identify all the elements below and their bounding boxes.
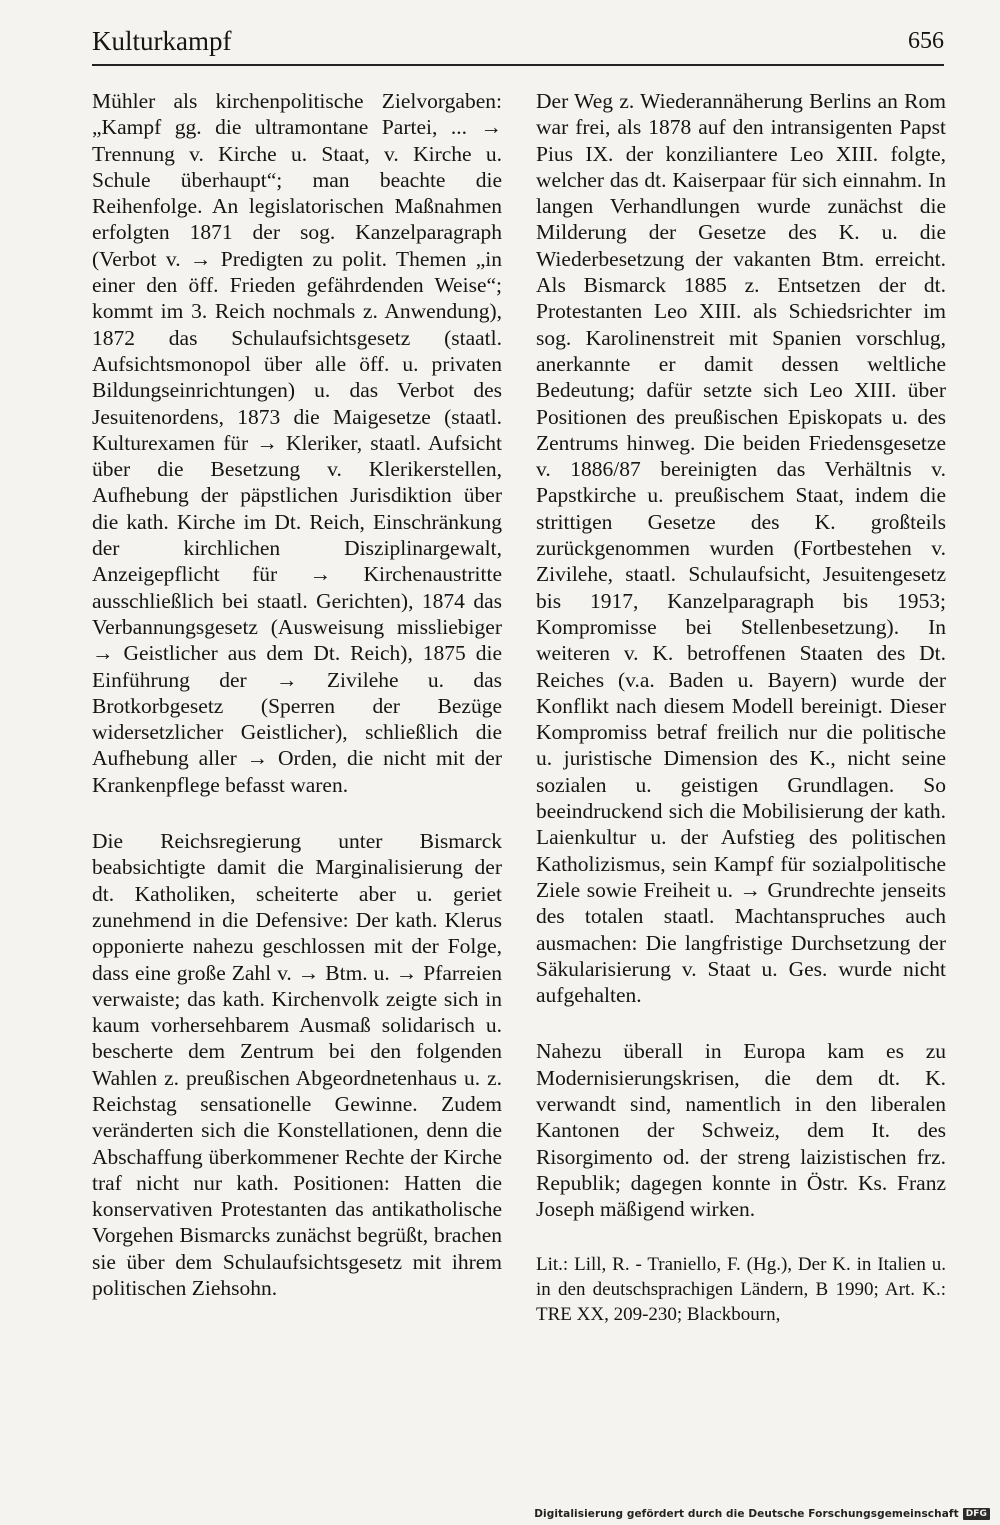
running-head-title: Kulturkampf: [92, 26, 232, 56]
right-column: [536, 88, 946, 1327]
paragraph-measures: Mühler als kirchenpolitische Zielvorgaben: „Kampf gg. die ultramontane Partei, ... → Trennung v. Kirche u. Staat, v. Kirche u. Schule überhaupt“; man beachte die Reihenfolge. An legislatorischen Maßnahmen erfolgten 1871 der sog. Kanzelparagraph (Verbot v. → Predigten zu polit. Themen „in einer den öff. Frieden gefährdenden Weise“; kommt im 3. Reich nochmals z. Anwendung), 1872 das Schulaufsichtsgesetz (staatl. Aufsichtsmonopol über alle öff. u. privaten Bildungseinrichtungen) u. das Verbot des Jesuitenordens, 1873 die Maigesetze (staatl. Kulturexamen für → Kleriker, staatl. Aufsicht über die Besetzung v. Klerikerstellen, Aufhebung der päpstlichen Jurisdiktion über die kath. Kirche im Dt. Reich, Einschränkung der kirchlichen Disziplinargewalt, Anzeigepflicht für → Kirchenaustritte ausschließlich bei staatl. Gerichten), 1874 das Verbannungsgesetz (Ausweisung missliebiger → Geistlicher aus dem Dt. Reich), 1875 die Einführung der → Zivilehe u. das Brotkorbgesetz (Sperren der Bezüge widersetzlicher Geistlicher), schließlich die Aufhebung aller → Orden, die nicht mit der Krankenpflege befasst waren.: [92, 89, 502, 797]
header-rule: [92, 64, 944, 66]
paragraph-consequences: Die Reichsregierung unter Bismarck beabsichtigte damit die Marginalisierung der dt. Katholiken, scheiterte aber u. geriet zunehmend in die Defensive: Der kath. Klerus opponierte nahezu geschlossen mit der Folge, dass eine große Zahl v. → Btm. u. → Pfarreien verwaiste; das kath. Kirchenvolk zeigte sich in kaum vorhersehbarem Ausmaß solidarisch u. bescherte dem Zentrum bei den folgenden Wahlen z. preußischen Abgeordnetenhaus u. z. Reichstag sensationelle Gewinne. Zudem veränderten sich die Konstellationen, denn die Abschaffung überkommener Rechte der Kirche traf nicht nur kath. Positionen: Hatten die konservativen Protestanten das antikatholische Vorgehen Bismarcks zunächst begrüßt, brachen sie über dem Schulaufsichtsgesetz mit ihrem politischen Ziehsohn.: [92, 829, 502, 1301]
paragraph-europe: Nahezu überall in Europa kam es zu Modernisierungskrisen, die dem dt. K. verwandt sind, namentlich in den liberalen Kantonen der Schweiz, dem It. des Risorgimento od. der streng laizistischen frz. Republik; dagegen konnte in Östr. Ks. Franz Joseph mäßigend wirken.: [536, 1039, 946, 1222]
page-number: 656: [908, 28, 944, 54]
literature-references: Lit.: Lill, R. - Traniello, F. (Hg.), Der K. in Italien u. in den deutschsprachigen Ländern, B 1990; Art. K.: TRE XX, 209-230; Blackbourn,: [536, 1254, 946, 1326]
dfg-logo: DFG: [963, 1508, 990, 1520]
footer-funding: [534, 1508, 990, 1520]
running-head: [92, 26, 944, 62]
left-column: [92, 88, 502, 1301]
funding-note: Digitalisierung gefördert durch die Deutsche Forschungsgemeinschaft: [534, 1508, 959, 1520]
paragraph-rapprochement: Der Weg z. Wiederannäherung Berlins an Rom war frei, als 1878 auf den intransigenten Papst Pius IX. der konziliantere Leo XIII. folgte, welcher das dt. Kaiserpaar für sich einnahm. In langen Verhandlungen wurde zunächst die Milderung der Gesetze des K. u. die Wiederbesetzung der vakanten Btm. erreicht. Als Bismarck 1885 z. Entsetzen der dt. Protestanten Leo XIII. als Schiedsrichter im sog. Karolinenstreit mit Spanien vorschlug, anerkannte er damit dessen weltliche Bedeutung; dafür setzte sich Leo XIII. über Positionen des preußischen Episkopats u. des Zentrums hinweg. Die beiden Friedensgesetze v. 1886/87 bereinigten das Verhältnis v. Papstkirche u. preußischem Staat, indem die strittigen Gesetze des K. großteils zurückgenommen wurden (Fortbestehen v. Zivilehe, staatl. Schulaufsicht, Jesuitengesetz bis 1917, Kanzelparagraph bis 1953; Kompromisse bei Stellenbesetzung). In weiteren v. K. betroffenen Staaten des Dt. Reiches (v.a. Baden u. Bayern) wurde der Konflikt nach diesem Modell bereinigt. Dieser Kompromiss betraf freilich nur die politische u. juristische Dimension des K., nicht seine sozialen u. geistigen Grundlagen. So beeindruckend sich die Mobilisierung der kath. Laienkultur u. der Aufstieg des politischen Katholizismus, sein Kampf für sozialpolitische Ziele sowie Freiheit u. → Grundrechte jenseits des totalen staatl. Machtanspruches auch ausmachen: Die langfristige Durchsetzung der Säkularisierung v. Staat u. Ges. wurde nicht aufgehalten.: [536, 89, 946, 1008]
